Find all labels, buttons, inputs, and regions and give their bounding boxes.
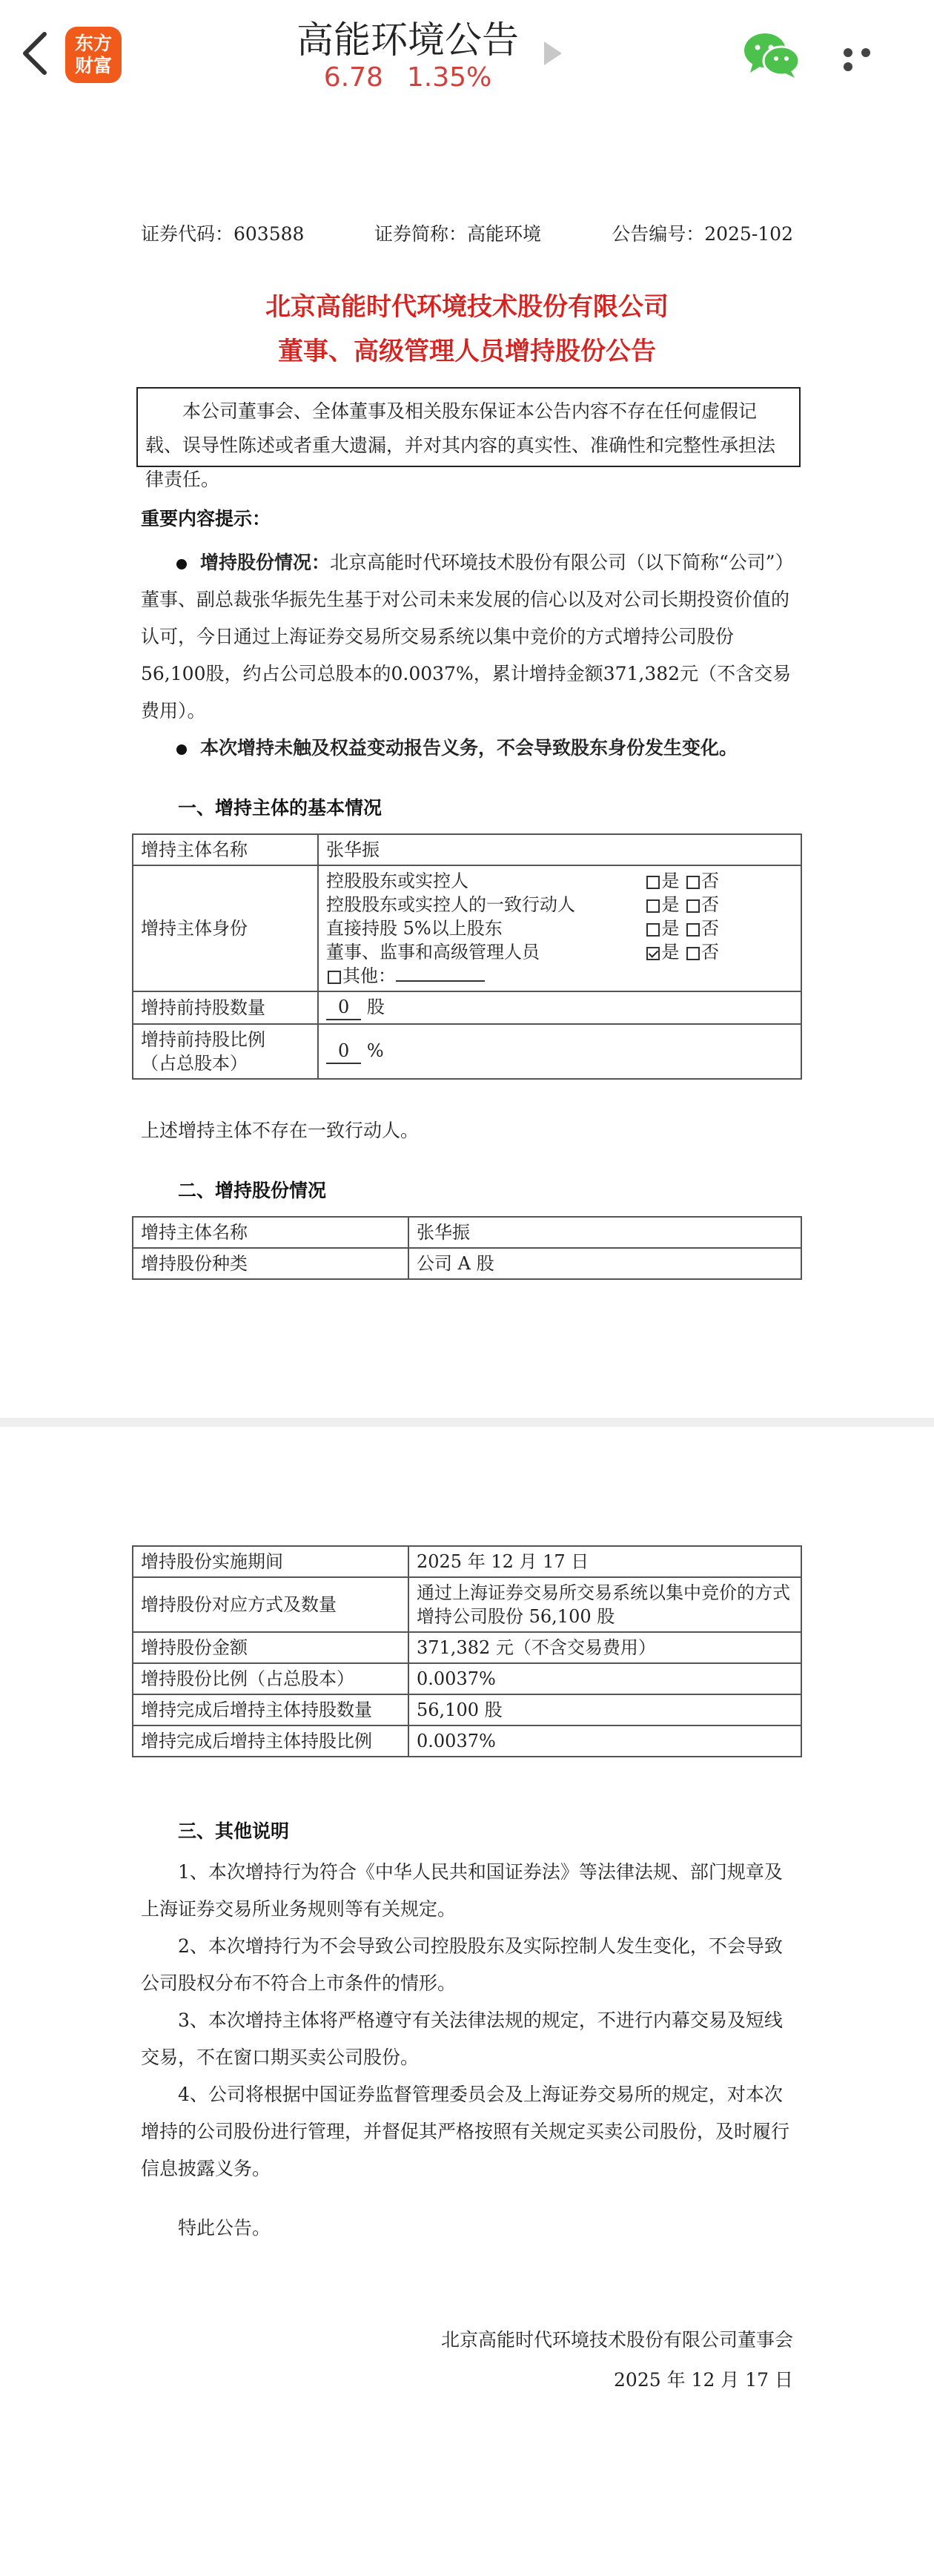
checkbox-icon: [646, 876, 660, 889]
logo-line2: 财富: [74, 55, 112, 76]
table-cell: 0.0037%: [408, 1663, 801, 1694]
identity-option: [326, 940, 719, 964]
blank-line: [396, 980, 485, 982]
table-row: [133, 1577, 801, 1632]
checkbox-icon: [686, 876, 700, 889]
table-row: [133, 1725, 801, 1757]
table-row: [133, 1694, 801, 1725]
disclaimer-box: 本公司董事会、全体董事及相关股东保证本公告内容不存在任何虚假记载、误导性陈述或者重大遗漏，并对其内容的真实性、准确性和完整性承担法律责任。: [136, 387, 801, 467]
table-cell: 2025 年 12 月 17 日: [408, 1546, 801, 1577]
table-cell: 增持主体名称: [133, 1217, 408, 1248]
pre-ratio-sublabel: （占总股本）: [141, 1053, 248, 1074]
table-row: [133, 865, 801, 991]
table-cell: 张华振: [318, 834, 801, 865]
page-separator: [0, 1418, 934, 1427]
section3-heading: 三、其他说明: [178, 1820, 290, 1842]
table-cell: [318, 1024, 801, 1079]
wechat-icon[interactable]: [743, 31, 801, 79]
document-page-2: [0, 1427, 934, 2576]
concert-note: 上述增持主体不存在一致行动人。: [141, 1120, 420, 1141]
signer: 北京高能时代环境技术股份有限公司董事会: [440, 2329, 793, 2351]
pre-qty-value: 0: [326, 995, 361, 1020]
table-cell: 增持股份比例（占总股本）: [133, 1663, 408, 1694]
stock-price: 6.78: [323, 62, 383, 93]
table-cell: 增持股份实施期间: [133, 1546, 408, 1577]
yes-label: 是: [661, 918, 680, 939]
identity-other: [326, 964, 793, 988]
stock-change: 1.35%: [406, 62, 492, 93]
no-label: 否: [701, 942, 719, 962]
checkbox-icon: [686, 947, 700, 960]
checkbox-icon: [686, 923, 700, 937]
other-label: 其他：: [342, 965, 396, 986]
table-cell: [318, 991, 801, 1024]
checkbox-icon: [646, 899, 660, 913]
no-label: 否: [701, 871, 719, 891]
checkbox-icon: [328, 971, 341, 984]
document-title: 董事、高级管理人员增持股份公告: [278, 337, 656, 366]
table-cell: 增持主体名称: [133, 834, 318, 865]
identity-label: 直接持股 5%以上股东: [326, 918, 503, 939]
pre-ratio-unit: %: [366, 1040, 384, 1061]
bullet2-text: 本次增持未触及权益变动报告义务，不会导致股东身份发生变化。: [200, 737, 738, 759]
more-icon[interactable]: [844, 46, 895, 58]
play-triangle-icon[interactable]: [544, 42, 562, 65]
table-cell: 0.0037%: [408, 1725, 801, 1757]
bullet-increase-info: [141, 544, 793, 730]
logo-line1: 东方: [74, 33, 112, 54]
increase-table-part1: [132, 1216, 802, 1280]
table-cell: 增持股份种类: [133, 1248, 408, 1279]
table-cell: 增持完成后增持主体持股比例: [133, 1725, 408, 1757]
yes-label: 是: [661, 871, 680, 891]
top-app-bar: [0, 0, 934, 111]
other-item-1: 1、本次增持行为符合《中华人民共和国证券法》等法律法规、部门规章及上海证券交易所业务规则等有关规定。: [141, 1861, 783, 1920]
notice-number: 公告编号：2025-102: [612, 223, 793, 245]
bullet-icon: [176, 744, 187, 755]
yes-label: 是: [661, 942, 680, 962]
pre-qty-unit: 股: [366, 997, 385, 1017]
stock-code: 证券代码：603588: [141, 223, 305, 245]
closing-text: 特此公告。: [178, 2217, 271, 2239]
identity-label: 控股股东或实控人: [326, 871, 468, 891]
document-page-1: [0, 111, 934, 1418]
table-cell: 通过上海证券交易所交易系统以集中竞价的方式增持公司股份 56,100 股: [408, 1577, 801, 1632]
page-title: 高能环境公告: [297, 19, 519, 62]
company-name: 北京高能时代环境技术股份有限公司: [265, 292, 669, 322]
table-row: [133, 991, 801, 1024]
other-item-2: 2、本次增持行为不会导致公司控股股东及实际控制人发生变化，不会导致公司股权分布不符合上市条件的情形。: [141, 1935, 783, 1994]
no-label: 否: [701, 918, 719, 939]
sign-date: 2025 年 12 月 17 日: [614, 2369, 793, 2391]
table-cell: [133, 1024, 318, 1079]
other-item-3: 3、本次增持主体将严格遵守有关法律法规的规定，不进行内幕交易及短线交易，不在窗口期买卖公司股份。: [141, 2009, 783, 2068]
identity-option: [326, 917, 719, 940]
other-item-4: 4、公司将根据中国证券监督管理委员会及上海证券交易所的规定，对本次增持的公司股份进行管理，并督促其严格按照有关规定买卖公司股份，及时履行信息披露义务。: [141, 2084, 790, 2179]
checkbox-icon: [686, 899, 700, 913]
increase-table-part2: [132, 1545, 802, 1757]
bullet-icon: [176, 559, 187, 569]
bullet1-text: 北京高能时代环境技术股份有限公司（以下简称“公司”）董事、副总裁张华振先生基于对公司未来发展的信心以及对公司长期投资价值的认可，今日通过上海证券交易所交易系统以集中竞价的方式增持公司股份56,100股，约占公司总股本的0.0037%，累计增持金额371,382元（不含交易费用）。: [141, 552, 792, 721]
tips-heading: 重要内容提示：: [141, 508, 271, 529]
checkbox-checked-icon: [646, 947, 660, 960]
identity-option: [326, 869, 719, 893]
subject-info-table: [132, 833, 802, 1080]
yes-label: 是: [661, 894, 680, 915]
table-row: [133, 1217, 801, 1248]
identity-cell: [318, 865, 801, 991]
table-cell: 增持前持股数量: [133, 991, 318, 1024]
table-row: [133, 1663, 801, 1694]
table-cell: 增持股份对应方式及数量: [133, 1577, 408, 1632]
table-cell: 增持完成后增持主体持股数量: [133, 1694, 408, 1725]
bullet1-label: 增持股份情况：: [200, 552, 331, 573]
table-row: [133, 1024, 801, 1079]
table-row: [133, 1248, 801, 1279]
identity-option: [326, 893, 719, 917]
table-cell: 张华振: [408, 1217, 801, 1248]
table-cell: 56,100 股: [408, 1694, 801, 1725]
table-cell: 增持股份金额: [133, 1632, 408, 1663]
identity-label: 董事、监事和高级管理人员: [326, 942, 540, 962]
checkbox-icon: [646, 923, 660, 937]
table-cell: 增持主体身份: [133, 865, 318, 991]
table-row: [133, 834, 801, 865]
stock-quote: [0, 62, 815, 93]
table-cell: 371,382 元（不含交易费用）: [408, 1632, 801, 1663]
pre-ratio-value: 0: [326, 1039, 361, 1064]
table-row: [133, 1632, 801, 1663]
table-row: [133, 1546, 801, 1577]
identity-label: 控股股东或实控人的一致行动人: [326, 894, 575, 915]
section2-heading: 二、增持股份情况: [178, 1180, 327, 1201]
pre-ratio-label: 增持前持股比例: [141, 1029, 265, 1050]
no-label: 否: [701, 894, 719, 915]
bullet-no-change: [141, 730, 793, 767]
table-cell: 公司 A 股: [408, 1248, 801, 1279]
stock-short-name: 证券简称：高能环境: [374, 223, 542, 245]
section1-heading: 一、增持主体的基本情况: [178, 797, 382, 819]
